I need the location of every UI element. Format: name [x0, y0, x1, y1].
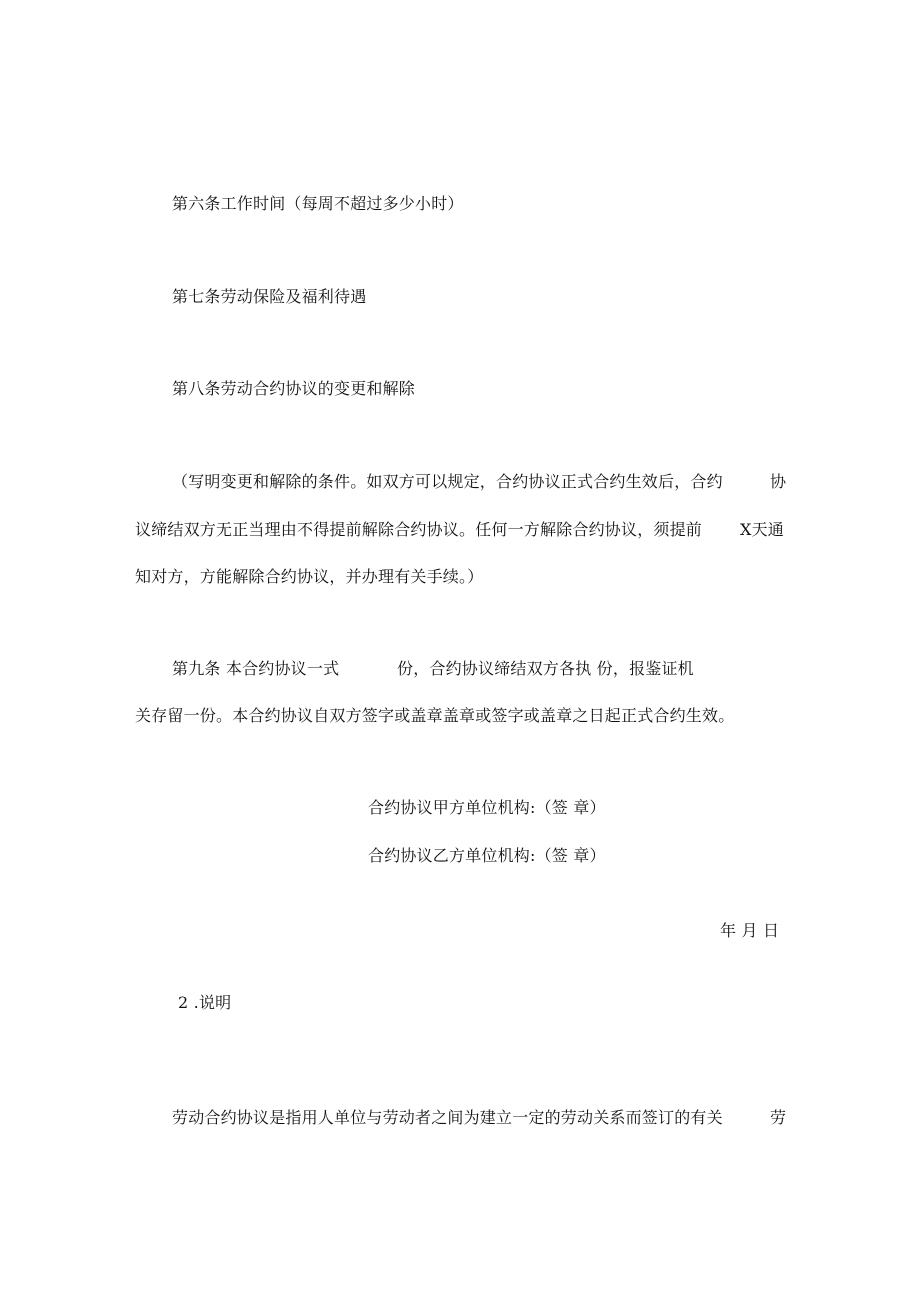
article-7-heading: 第七条劳动保险及福利待遇	[172, 287, 367, 306]
article-8-note-line-2: 议缔结双方无正当理由不得提前解除合约协议。任何一方解除合约协议，须提前	[135, 520, 703, 539]
article-9-line-2: 关存留一份。本合约协议自双方签字或盖章盖章或签字或盖章之日起正式合约生效。	[135, 706, 735, 725]
article-8-note-line-2-end: X天通	[740, 520, 784, 539]
article-9-line-1-part-1: 第九条 本合约协议一式	[172, 659, 340, 678]
explanation-paragraph: 劳动合约协议是指用人单位与劳动者之间为建立一定的劳动关系而签订的有关	[172, 1108, 723, 1127]
article-8-heading: 第八条劳动合约协议的变更和解除	[172, 379, 416, 398]
article-8-note-line-1-end: 协	[770, 472, 787, 491]
signature-party-a: 合约协议甲方单位机构:（签 章）	[368, 798, 606, 817]
signature-party-b: 合约协议乙方单位机构:（签 章）	[368, 846, 606, 865]
explanation-paragraph-end: 劳	[770, 1108, 787, 1127]
date-line: 年 月 日	[720, 921, 780, 940]
section-2-heading: 2 .说明	[178, 993, 232, 1012]
article-9-line-1-part-2: 份，合约协议缔结双方各执 份，报鉴证机	[397, 659, 694, 678]
article-8-note-line-1: （写明变更和解除的条件。如双方可以规定，合约协议正式合约生效后，合约	[172, 472, 723, 491]
article-6-heading: 第六条工作时间（每周不超过多少小时）	[172, 194, 464, 213]
article-8-note-line-3: 知对方，方能解除合约协议，并办理有关手续。）	[135, 567, 484, 586]
